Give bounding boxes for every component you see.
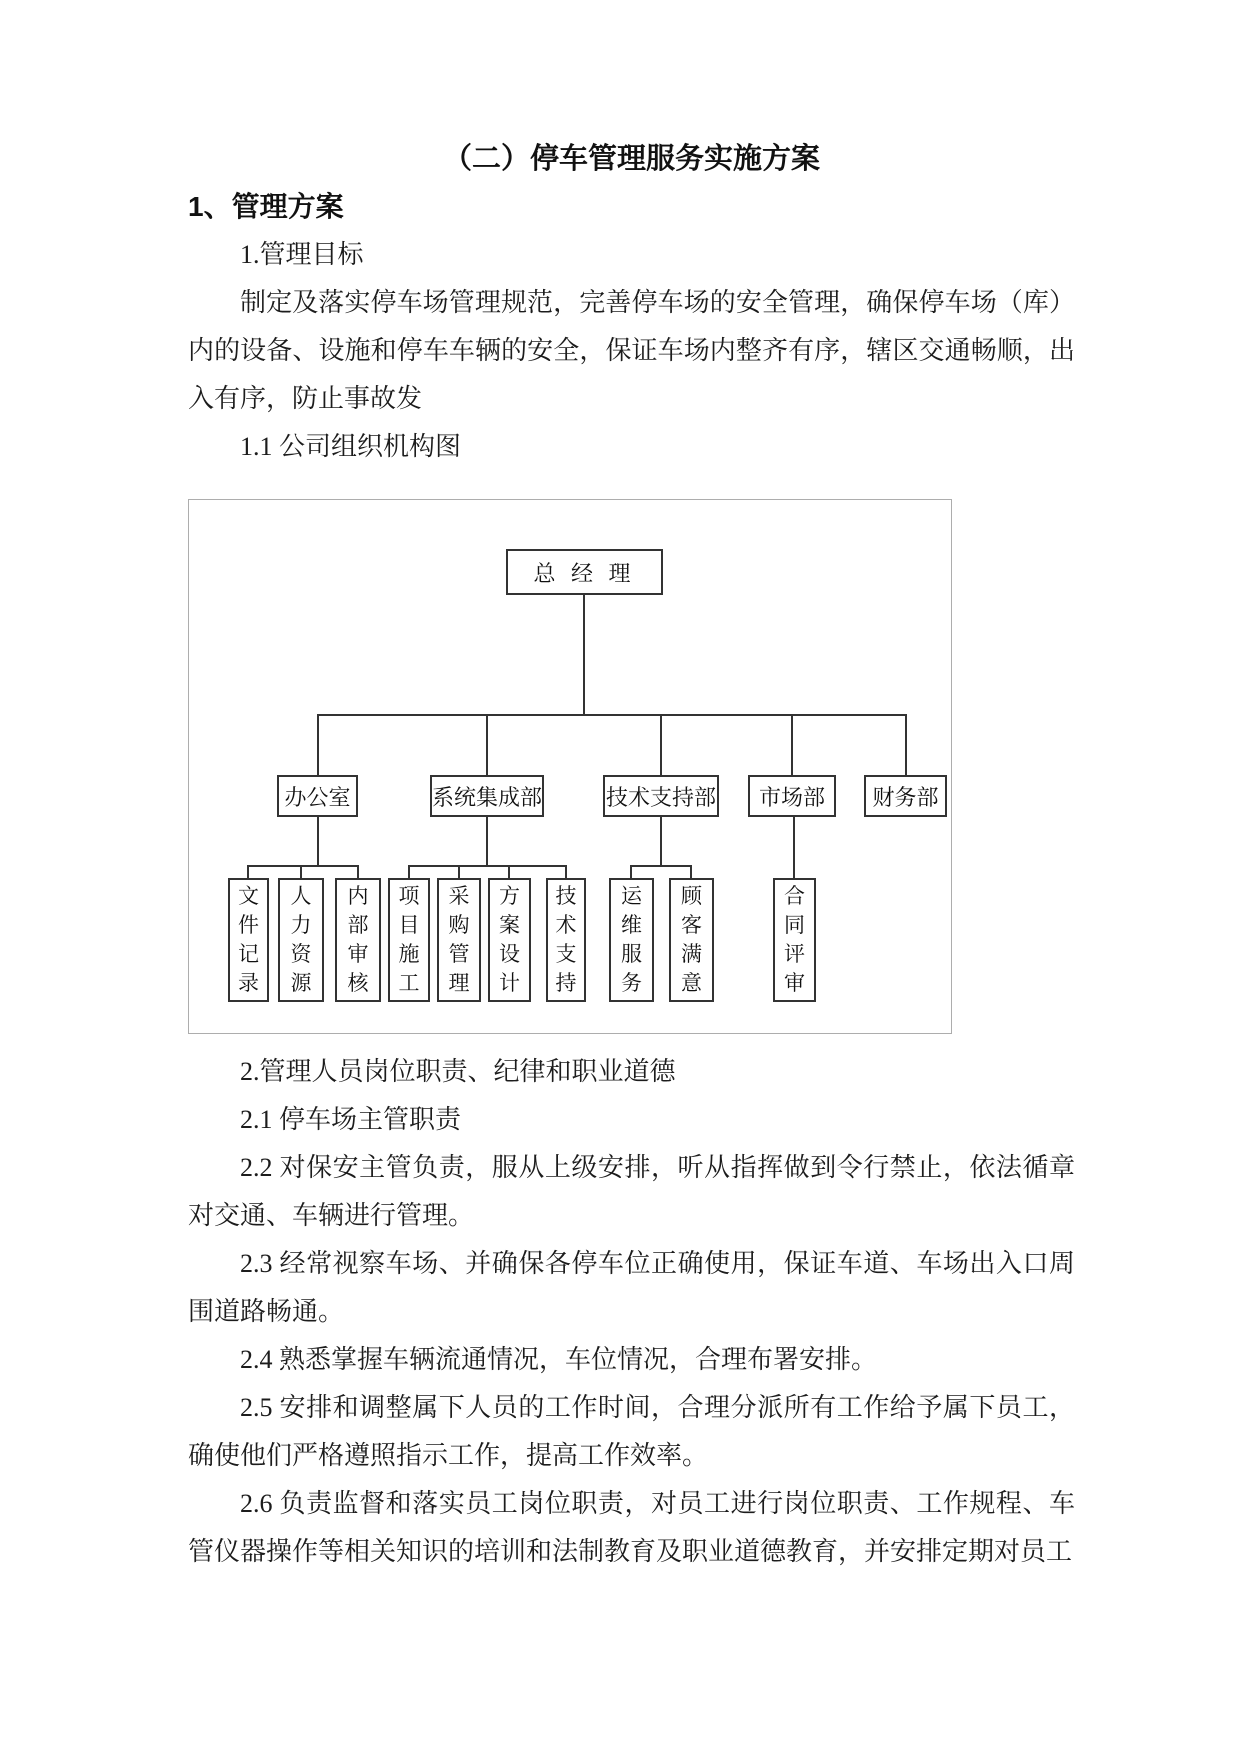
- org-unit-label: 采购管理: [448, 884, 470, 995]
- org-unit-label: 合同评审: [784, 884, 805, 995]
- paragraph-duty-2-2: 2.2 对保安主管负责，服从上级安排，听从指挥做到令行禁止，依法循章对交通、车辆进行管理。: [188, 1153, 1075, 1230]
- org-node-unit: [278, 878, 324, 1002]
- org-node-dept-system-integration: 系统集成部: [430, 775, 544, 817]
- org-node-dept-tech-support: 技术支持部: [603, 775, 719, 817]
- connector-line: [508, 865, 510, 878]
- org-unit-label: 文件记录: [238, 884, 259, 995]
- org-node-unit: [546, 878, 586, 1002]
- connector-line: [408, 865, 567, 867]
- org-node-dept-market: 市场部: [748, 775, 836, 817]
- org-node-unit: [488, 878, 531, 1002]
- connector-line: [690, 865, 692, 878]
- org-node-general-manager: 总 经 理: [506, 549, 663, 595]
- paragraph-org-chart-caption: 1.1 公司组织机构图: [240, 432, 462, 461]
- org-node-unit: [669, 878, 714, 1002]
- connector-line: [565, 865, 567, 878]
- paragraph-supervisor-duty: 2.1 停车场主管职责: [240, 1105, 462, 1134]
- connector-line: [317, 817, 319, 865]
- connector-line: [317, 714, 907, 716]
- org-node-unit: [335, 878, 381, 1002]
- connector-line: [486, 817, 488, 865]
- doc-title: （二）停车管理服务实施方案: [442, 143, 820, 175]
- org-unit-label: 顾客满意: [681, 884, 702, 995]
- connector-line: [317, 714, 319, 775]
- org-node-unit: [437, 878, 481, 1002]
- org-node-unit: [388, 878, 430, 1002]
- org-unit-label: 人力资源: [290, 884, 312, 995]
- connector-line: [300, 865, 302, 878]
- org-node-unit: [773, 878, 816, 1002]
- paragraph-duty-2-5: 2.5 安排和调整属下人员的工作时间，合理分派所有工作给予属下员工，确使他们严格遵照指示工作，提高工作效率。: [188, 1393, 1075, 1470]
- org-unit-label: 方案设计: [499, 884, 520, 995]
- connector-line: [583, 595, 585, 714]
- section-heading: 1、管理方案: [188, 191, 344, 222]
- connector-line: [458, 865, 460, 878]
- paragraph-goal-detail: 制定及落实停车场管理规范，完善停车场的安全管理，确保停车场（库）内的设备、设施和停车车辆的安全，保证车场内整齐有序，辖区交通畅顺，出入有序，防止事故发: [188, 288, 1075, 413]
- org-node-dept-finance: 财务部: [864, 775, 947, 817]
- org-node-unit: [609, 878, 654, 1002]
- org-chart-frame: [188, 499, 952, 1034]
- connector-line: [905, 714, 907, 775]
- org-unit-label: 运维服务: [621, 884, 642, 995]
- connector-line: [408, 865, 410, 878]
- org-node-unit: [228, 878, 269, 1002]
- org-unit-label: 项目施工: [398, 884, 420, 995]
- org-node-dept-office: 办公室: [277, 775, 358, 817]
- org-unit-label: 技术支持: [555, 884, 577, 995]
- connector-line: [357, 865, 359, 878]
- connector-line: [630, 865, 692, 867]
- connector-line: [660, 714, 662, 775]
- org-unit-label: 内部审核: [347, 884, 369, 995]
- connector-line: [660, 817, 662, 865]
- paragraph-duties-heading: 2.管理人员岗位职责、纪律和职业道德: [240, 1057, 676, 1086]
- paragraph-management-goal: 1.管理目标: [240, 240, 364, 269]
- connector-line: [791, 714, 793, 775]
- paragraph-duty-2-6: 2.6 负责监督和落实员工岗位职责，对员工进行岗位职责、工作规程、车管仪器操作等相关知识的培训和法制教育及职业道德教育，并安排定期对员工: [188, 1489, 1075, 1566]
- connector-line: [630, 865, 632, 878]
- connector-line: [247, 865, 249, 878]
- paragraph-duty-2-3: 2.3 经常视察车场、并确保各停车位正确使用，保证车道、车场出入口周围道路畅通。: [188, 1249, 1075, 1326]
- connector-line: [793, 817, 795, 878]
- connector-line: [247, 865, 359, 867]
- connector-line: [486, 714, 488, 775]
- paragraph-duty-2-4: 2.4 熟悉掌握车辆流通情况，车位情况，合理布署安排。: [240, 1345, 878, 1374]
